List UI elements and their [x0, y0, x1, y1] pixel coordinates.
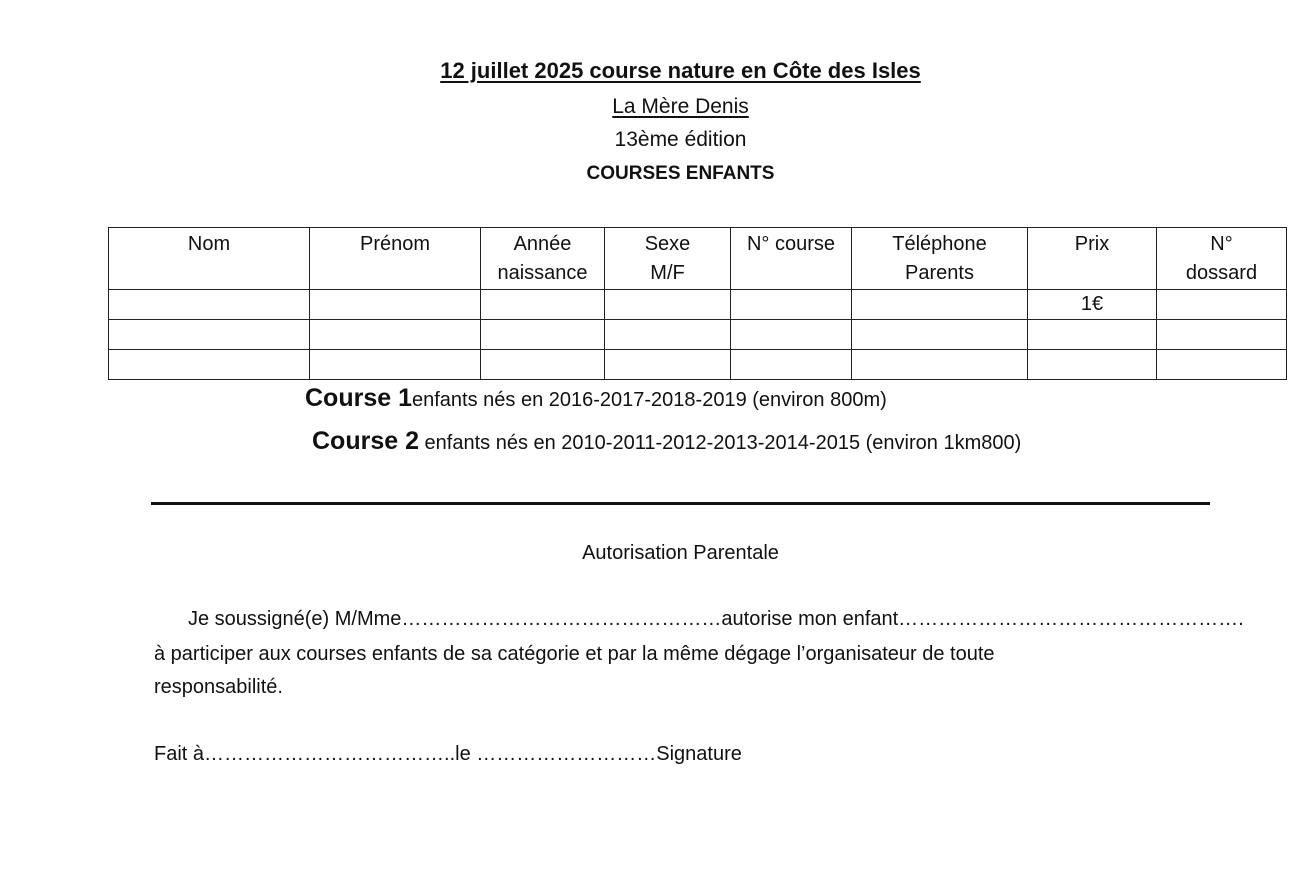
registration-table — [108, 227, 1287, 380]
column-header-prix: Prix — [1028, 228, 1157, 290]
authorization-line-1: Je soussigné(e) M/Mme…………………………………………autorise mon enfant……………………………………………. — [188, 608, 1244, 630]
column-header-numero-dossard: N° dossard — [1157, 228, 1287, 290]
separator-line — [151, 502, 1210, 505]
table-cell[interactable] — [605, 350, 731, 380]
column-header-numero-course: N° course — [731, 228, 852, 290]
table-cell[interactable] — [731, 290, 852, 320]
column-header-annee-naissance: Année naissance — [481, 228, 605, 290]
price-cell: 1€ — [1028, 290, 1157, 320]
course-1-info — [305, 384, 887, 413]
table-cell[interactable] — [310, 290, 481, 320]
table-cell[interactable] — [731, 350, 852, 380]
table-cell[interactable] — [109, 290, 310, 320]
authorization-title: Autorisation Parentale — [582, 542, 779, 564]
table-cell[interactable] — [109, 350, 310, 380]
course-1-text: enfants nés en 2016-2017-2018-2019 (environ 800m) — [411, 389, 887, 411]
column-header-prenom: Prénom — [310, 228, 481, 290]
table-row — [109, 320, 1287, 350]
table-cell[interactable] — [109, 320, 310, 350]
authorization-line-2: à participer aux courses enfants de sa catégorie et par la même dégage l’organisateur de toute — [154, 643, 995, 665]
authorization-line-3: responsabilité. — [154, 676, 283, 698]
table-cell[interactable] — [310, 350, 481, 380]
course-2-label: Course 2 — [312, 427, 419, 455]
course-2-text: enfants nés en 2010-2011-2012-2013-2014-2015 (environ 1km800) — [418, 432, 1022, 454]
column-header-nom: Nom — [109, 228, 310, 290]
table-cell[interactable] — [1157, 290, 1287, 320]
table-cell[interactable] — [1157, 350, 1287, 380]
event-subtitle: La Mère Denis — [612, 95, 749, 118]
course-1-label: Course 1 — [305, 384, 412, 412]
signature-line: Fait à………………………………..le ………………………Signature — [154, 743, 742, 765]
page-title: 12 juillet 2025 course nature en Côte des Isles — [440, 58, 921, 83]
table-row — [109, 350, 1287, 380]
column-header-sexe: Sexe M/F — [605, 228, 731, 290]
table-cell[interactable] — [1028, 350, 1157, 380]
table-cell[interactable] — [1157, 320, 1287, 350]
table-cell[interactable] — [731, 320, 852, 350]
table-cell[interactable] — [852, 290, 1028, 320]
course-2-info — [312, 427, 1021, 456]
table-cell[interactable] — [481, 320, 605, 350]
table-cell[interactable] — [1028, 320, 1157, 350]
table-cell[interactable] — [310, 320, 481, 350]
table-cell[interactable] — [605, 290, 731, 320]
table-header-row — [109, 228, 1287, 290]
table-cell[interactable] — [481, 290, 605, 320]
column-header-telephone-parents: Téléphone Parents — [852, 228, 1028, 290]
table-cell[interactable] — [481, 350, 605, 380]
section-heading: COURSES ENFANTS — [586, 163, 775, 184]
edition-label: 13ème édition — [614, 128, 747, 151]
table-cell[interactable] — [605, 320, 731, 350]
table-cell[interactable] — [852, 350, 1028, 380]
table-cell[interactable] — [852, 320, 1028, 350]
table-row — [109, 290, 1287, 320]
